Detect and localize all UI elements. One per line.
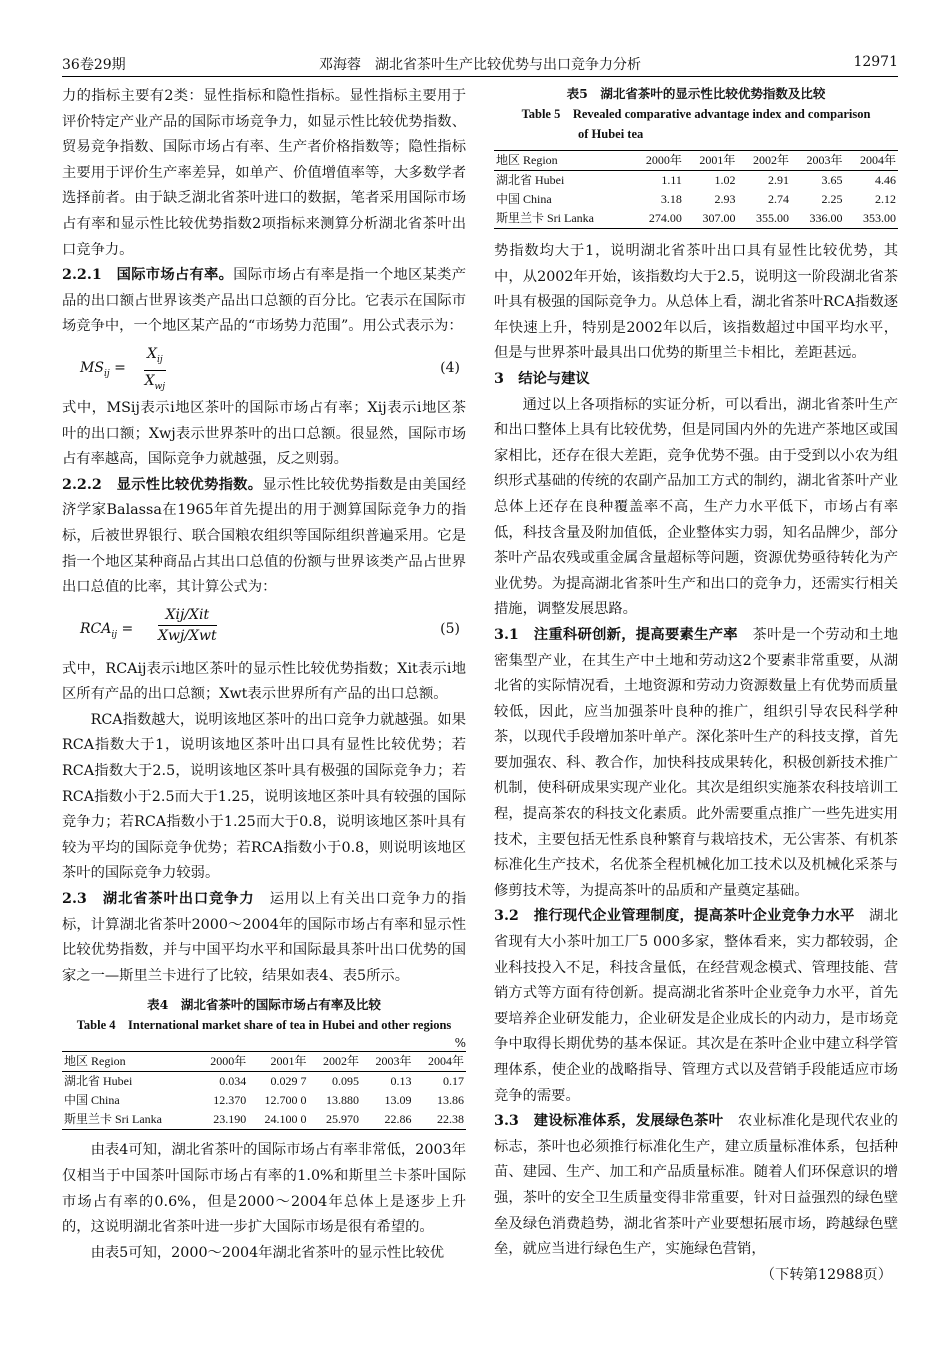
formula-lhs: $RCA_{ij}$ =: [80, 620, 134, 640]
table-cell: 25.970: [326, 1112, 359, 1127]
running-header: [62, 54, 898, 74]
table-cell: 湖北省 Hubei: [64, 1074, 133, 1089]
table-cell: 22.86: [384, 1112, 412, 1127]
paragraph: 由表5可知，2000～2004年湖北省茶叶的显示性比较优: [90, 1244, 445, 1261]
section-3-2: [494, 904, 898, 1109]
header-rule: [62, 76, 898, 77]
section-heading: 3.1 注重科研创新，提高要素生产率: [494, 626, 738, 643]
section-heading: 2.2.2 显示性比较优势指数。: [62, 476, 263, 493]
table-cell: 0.034: [219, 1074, 247, 1089]
paragraph: 力的指标主要有2类：显性指标和隐性指标。显性指标主要用于评价特定产业产品的国际市场竞争力，如显示性比较优势指数、贸易竞争指数、国际市场占有率、生产者价格指数等；隐性指标主要用于评价生产率差异，如单产、价值增值率等，大多数学者选择前者。由于缺乏湖北省茶叶进口的数据，笔者采用国际市场占有率和显示性比较优势指数2项指标来测算分析湖北省茶叶出口竞争力。: [62, 88, 466, 258]
table-row: [494, 209, 898, 229]
section-body: 茶叶是一个劳动和土地密集型产业，在其生产中土地和劳动这2个要素非常重要，从湖北省的实际情况看，土地资源和劳动力资源数量上有优势而质量较低，因此，应当加强茶叶良种的推广，组织引导农民科学种茶，以现代手段增加茶叶单产。深化茶叶生产的科技支撑，首先要加强农、科、教合作，加快科技成果转化，积极创新技术推广机制，使科研成果实现产业化。其次是组织实施茶农科技培训工程，提高茶农的科技文化素质。此外需要重点推广一些先进实用技术，主要包括无性系良种繁育与栽培技术，无公害茶、有机茶标准化生产技术，名优茶全程机械化加工技术以及机械化采茶与修剪技术等，为提高茶叶的品质和产量奠定基础。: [494, 626, 899, 899]
section-3-3: [494, 1109, 898, 1263]
data-table: [494, 150, 898, 229]
data-table: [62, 1051, 466, 1130]
section-heading: 3 结论与建议: [494, 370, 590, 387]
section-heading: 2.2.1 国际市场占有率。: [62, 267, 234, 284]
column-header: 2000年: [645, 153, 682, 167]
page-number: 12971: [853, 54, 898, 70]
column-header: 地区 Region: [64, 1054, 126, 1069]
table-cell: 中国 China: [64, 1093, 120, 1108]
section-body: 湖北省现有大小茶叶加工厂5 000多家，整体看来，实力都较弱，企业科技投入不足，科技含量低，在经营观念模式、管理技能、营销方式等方面有待创新。提高湖北省茶叶企业竞争力水平，首先要培养企业研发能力，企业研发是企业成长的内动力，是市场竞争中取得长期优势的基本保证。其次是在茶叶企业中建立科学管理体系，使企业的战略指导、管理方式以及营销手段能适应市场竞争的需要。: [494, 908, 899, 1104]
table-cell: 1.02: [714, 173, 736, 187]
table-cell: 斯里兰卡 Sri Lanka: [496, 211, 594, 225]
column-header: 2001年: [270, 1054, 307, 1069]
table-cell: 2.12: [875, 192, 896, 206]
column-header: 2002年: [752, 153, 789, 167]
continued-note: （下转第12988页）: [760, 1266, 892, 1283]
right-column: [494, 84, 898, 1288]
column-header: 2003年: [375, 1054, 412, 1069]
section-body: 农业标准化是现代农业的标志，茶叶也必须推行标准化生产，建立质量标准体系，包括种苗、建园、生产、加工和产品质量标准。随着人们环保意识的增强，茶叶的安全卫生质量变得非常重要，针对日益强烈的绿色壁垒及绿色消费趋势，湖北省茶叶产业要想拓展市场，跨越绿色壁垒，就应当进行绿色生产，实施绿色营销，: [494, 1113, 899, 1258]
table-cell: 13.86: [437, 1093, 464, 1108]
table-caption-en: Table 4 International market share of tea in Hubei and other regions: [76, 1018, 452, 1033]
table-row: [62, 1091, 466, 1110]
formula-number: (5): [440, 620, 460, 637]
table-cell: 307.00: [702, 211, 736, 225]
section-body: 国际市场占有率是指一个地区某类产品的出口额占世界该类产品出口总额的百分比。它表示在国际市场竞争中，一个地区某产品的“市场势力范围”。用公式表示为：: [62, 267, 466, 335]
table-cell: 336.00: [809, 211, 843, 225]
formula-fraction: Xij/Xit Xwj/Xwt: [158, 606, 217, 644]
table-cell: 0.13: [390, 1074, 412, 1089]
formula-fraction: $X_{ij}$ $X_{wj}$: [144, 345, 166, 392]
column-header: 2001年: [699, 153, 736, 167]
table-caption-zh: 表5 湖北省茶叶的显示性比较优势指数及比较: [566, 86, 826, 101]
table-cell: 0.095: [332, 1074, 359, 1089]
table-cell: 4.46: [875, 173, 896, 187]
table-header-row: [494, 151, 898, 171]
table-cell: 24.100 0: [264, 1112, 307, 1127]
table-cell: 274.00: [648, 211, 682, 225]
table-cell: 2.91: [767, 173, 789, 187]
section-heading: 2.3 湖北省茶叶出口竞争力: [62, 891, 255, 908]
column-header: 地区 Region: [496, 153, 558, 167]
table-caption-en-cont: of Hubei tea: [578, 127, 644, 141]
formula-number: (4): [440, 359, 460, 376]
table-cell: 湖北省 Hubei: [496, 173, 565, 187]
section-body: 显示性比较优势指数是由美国经济学家Balassa在1965年首先提出的用于测算国际竞争力的指标，后被世界银行、联合国粮农组织等国际组织普遍采用。它是指一个地区某种商品占其出口总值的份额与世界该类产品占世界出口总值的比率，其计算公式为：: [62, 476, 466, 596]
table-cell: 12.700 0: [264, 1093, 307, 1108]
table-header-row: [62, 1052, 466, 1072]
section-2-2-2: [62, 473, 466, 601]
author-title: 邓海蓉 湖北省茶叶生产比较优势与出口竞争力分析: [319, 57, 641, 73]
table-cell: 22.38: [437, 1112, 464, 1127]
table-cell: 2.93: [714, 192, 736, 206]
table-cell: 1.11: [661, 173, 682, 187]
table-5: [494, 84, 898, 229]
table-caption-zh: 表4 湖北省茶叶的国际市场占有率及比较: [147, 997, 381, 1013]
table-unit: %: [454, 1036, 466, 1051]
table-caption-en: Table 5 Revealed comparative advantage index and comparison: [521, 107, 871, 121]
paragraph: 式中，RCAij表示i地区茶叶的显示性比较优势指数；Xit表示i地区所有产品的出口总额；Xwt表示世界所有产品的出口总额。: [62, 660, 466, 703]
left-column: [62, 84, 466, 1266]
paragraph: 式中，MSij表示i地区茶叶的国际市场占有率；Xij表示i地区茶叶的出口额；Xwj表示世界茶叶的出口总额。很显然，国际市场占有率越高，国际竞争力就越强，反之则弱。: [62, 399, 466, 468]
table-cell: 0.17: [443, 1074, 464, 1089]
table-cell: 355.00: [755, 211, 789, 225]
paragraph: 势指数均大于1，说明湖北省茶叶出口具有显性比较优势，其中，从2002年开始，该指数均大于2.5，说明这一阶段湖北省茶叶具有极强的国际竞争力。从总体上看，湖北省茶叶RCA指数逐年快速上升，特别是2002年以后，该指数超过中国平均水平，但是与世界茶叶最具出口优势的斯里兰卡相比，差距甚远。: [494, 243, 898, 362]
section-3-1: [494, 623, 898, 905]
column-header: 2000年: [210, 1054, 247, 1069]
table-cell: 23.190: [213, 1112, 247, 1127]
column-header: 2004年: [859, 153, 896, 167]
formula-4: [62, 340, 466, 396]
column-header: 2003年: [806, 153, 843, 167]
table-cell: 3.18: [660, 192, 682, 206]
volume-issue: 36卷29期: [62, 57, 126, 73]
section-body: 运用以上有关出口竞争力的指标，计算湖北省茶叶2000～2004年的国际市场占有率和显示性比较优势指数，并与中国平均水平和国际最具茶叶出口优势的国家之一—斯里兰卡进行了比较，结果如表4、表5所示。: [62, 891, 467, 984]
table-cell: 2.25: [821, 192, 843, 206]
column-header: 2002年: [322, 1054, 359, 1069]
table-4: [62, 995, 466, 1130]
formula-5: [62, 601, 466, 657]
column-header: 2004年: [427, 1054, 464, 1069]
section-heading: 3.2 推行现代企业管理制度，提高茶叶企业竞争力水平: [494, 908, 855, 925]
table-cell: 353.00: [863, 211, 896, 225]
table-row: [494, 190, 898, 209]
paragraph: 由表4可知，湖北省茶叶的国际市场占有率非常低，2003年仅相当于中国茶叶国际市场占有率的1.0%和斯里兰卡茶叶国际市场占有率的0.6%，但是2000～2004年总体上是逐步上升的，这说明湖北省茶叶进一步扩大国际市场是很有希望的。: [62, 1142, 466, 1236]
table-cell: 12.370: [213, 1093, 247, 1108]
section-heading: 3.3 建设标准体系，发展绿色茶叶: [494, 1113, 724, 1130]
table-row: [62, 1110, 466, 1130]
table-cell: 2.74: [767, 192, 789, 206]
paragraph: RCA指数越大，说明该地区茶叶的出口竞争力就越强。如果RCA指数大于1，说明该地区茶叶出口具有显性比较优势；若RCA指数大于2.5，说明该地区茶叶具有极强的国际竞争力；若RCA指数小于2.5而大于1.25，说明该地区茶叶具有较强的国际竞争力；若RCA指数小于1.25而大于0.8，说明该地区茶叶具有较为平均的国际竞争优势；若RCA指数小于0.8，则说明该地区茶叶的国际竞争力较弱。: [62, 711, 466, 882]
formula-lhs: $MS_{ij}$ =: [80, 359, 126, 379]
table-cell: 13.880: [326, 1093, 359, 1108]
section-2-2-1: [62, 263, 466, 340]
table-row: [494, 171, 898, 191]
table-cell: 3.65: [821, 173, 843, 187]
table-cell: 斯里兰卡 Sri Lanka: [64, 1112, 162, 1127]
table-row: [62, 1072, 466, 1092]
paragraph: 通过以上各项指标的实证分析，可以看出，湖北省茶叶生产和出口整体上具有比较优势，但是同国内外的先进产茶地区或国家相比，还存在很大差距，竞争优势不强。由于受到以小农为组织形式基础的传统的农副产品加工方式的制约，湖北省茶叶产业总体上还存在良种覆盖率不高，生产力水平低下，市场占有率低，科技含量及附加值低，企业整体实力弱，知名品牌少，部分茶叶产品农残或重金属含量超标等问题，资源优势亟待转化为产业优势。为提高湖北省茶叶生产和出口的竞争力，还需实行相关措施，调整发展思路。: [494, 396, 898, 618]
section-2-3: [62, 887, 466, 989]
table-cell: 0.029 7: [270, 1074, 307, 1089]
table-cell: 13.09: [384, 1093, 412, 1108]
table-cell: 中国 China: [496, 192, 552, 206]
